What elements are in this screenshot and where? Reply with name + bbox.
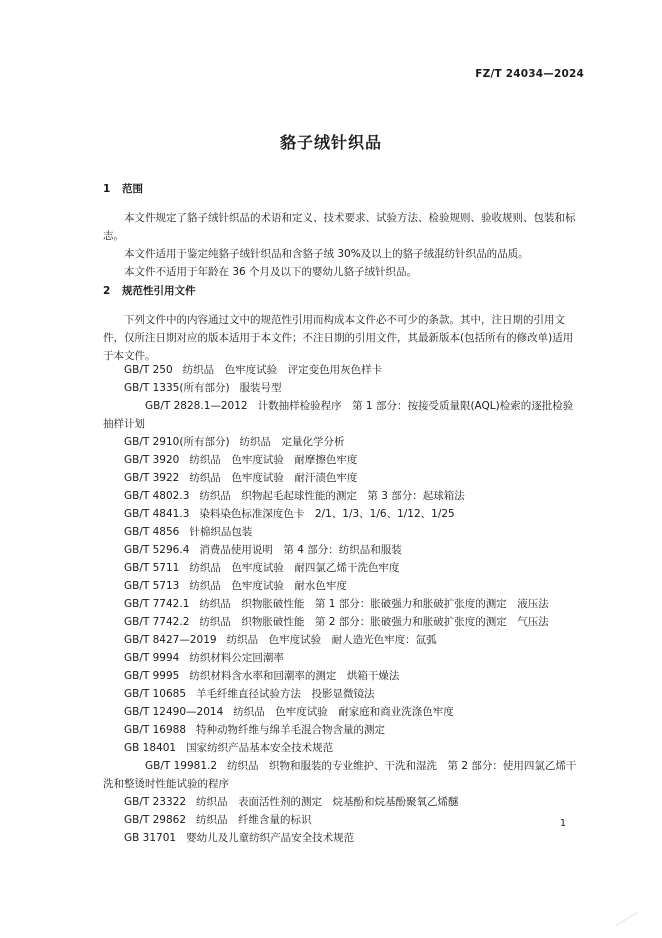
reference-title: 纺织品 织物胀破性能 第 2 部分：胀破强力和胀破扩张度的测定 气压法 [199,616,549,628]
reference-title: 纺织品 纤维含量的标识 [196,814,312,826]
page-number: 1 [559,818,566,829]
reference-title: 纺织材料含水率和回潮率的测定 烘箱干燥法 [189,670,400,682]
section-2-intro [103,311,578,365]
reference-list [103,361,578,847]
reference-title: 婴幼儿及儿童纺织产品安全技术规范 [186,832,355,844]
reference-item [103,397,578,433]
reference-code: GB/T 5711 [124,562,180,574]
reference-item [103,613,578,631]
reference-item [103,559,578,577]
reference-title: 纺织品 色牢度试验 耐家庭和商业洗涤色牢度 [233,706,454,718]
page-corner-mark [616,911,646,937]
reference-title: 纺织品 色牢度试验 耐汗渍色牢度 [189,472,358,484]
reference-item [103,631,578,649]
reference-item [103,487,578,505]
reference-item [103,649,578,667]
reference-code: GB/T 3920 [124,454,180,466]
reference-code: GB/T 12490—2014 [124,706,224,718]
reference-title: 服装号型 [239,382,282,394]
reference-item [103,667,578,685]
reference-item [103,451,578,469]
reference-title: 纺织品 织物和服装的专业维护、干洗和湿洗 第 2 部分：使用四氯乙烯干洗和整烫时性能试验的程序 [103,760,577,790]
reference-item [103,541,578,559]
reference-code: GB/T 5713 [124,580,180,592]
reference-code: GB/T 8427—2019 [124,634,217,646]
standard-code: FZ/T 24034—2024 [475,68,584,80]
section-1-paragraph: 本文件适用于鉴定纯貉子绒针织品和含貉子绒 30%及以上的貉子绒混纺针织品的品质。 [124,248,529,260]
section-1-paragraph: 本文件规定了貉子绒针织品的术语和定义、技术要求、试验方法、检验规则、验收规则、包装和标志。 [103,212,576,242]
reference-item [103,595,578,613]
reference-item [103,721,578,739]
reference-code: GB/T 19981.2 [145,760,218,772]
reference-code: GB 31701 [124,832,177,844]
reference-item [103,757,578,793]
reference-item [103,523,578,541]
reference-code: GB/T 29862 [124,814,187,826]
reference-title: 纺织品 表面活性剂的测定 烷基酚和烷基酚聚氧乙烯醚 [196,796,459,808]
reference-code: GB/T 250 [124,364,173,376]
section-1-title: 范围 [122,183,143,195]
reference-code: GB/T 4856 [124,526,180,538]
reference-title: 纺织品 色牢度试验 耐水色牢度 [189,580,347,592]
section-2-heading [103,283,196,298]
reference-title: 国家纺织产品基本安全技术规范 [186,742,334,754]
reference-title: 纺织品 色牢度试验 耐摩擦色牢度 [189,454,358,466]
reference-code: GB/T 5296.4 [124,544,190,556]
reference-item [103,703,578,721]
reference-item [103,577,578,595]
reference-code: GB/T 9994 [124,652,180,664]
reference-title: 羊毛纤维直径试验方法 投影显微镜法 [196,688,375,700]
reference-title: 纺织品 织物胀破性能 第 1 部分：胀破强力和胀破扩张度的测定 液压法 [199,598,549,610]
reference-code: GB/T 4802.3 [124,490,190,502]
reference-title: 针棉织品包装 [189,526,253,538]
section-1-heading [103,181,143,196]
reference-code: GB/T 4841.3 [124,508,190,520]
reference-title: 纺织品 色牢度试验 评定变色用灰色样卡 [182,364,383,376]
reference-item [103,739,578,757]
reference-code: GB/T 10685 [124,688,187,700]
reference-item [103,379,578,397]
reference-title: 纺织品 色牢度试验 耐人造光色牢度：氙弧 [226,634,437,646]
reference-code: GB/T 9995 [124,670,180,682]
reference-item [103,685,578,703]
reference-item [103,433,578,451]
reference-code: GB/T 7742.2 [124,616,190,628]
reference-code: GB/T 23322 [124,796,187,808]
section-1-paragraph: 本文件不适用于年龄在 36 个月及以下的婴幼儿貉子绒针织品。 [124,266,418,278]
reference-item [103,793,578,811]
section-2-title: 规范性引用文件 [122,285,196,297]
reference-title: 纺织材料公定回潮率 [189,652,284,664]
section-1-body [103,209,578,281]
reference-title: 染料染色标准深度色卡 2/1、1/3、1/6、1/12、1/25 [199,508,455,520]
reference-code: GB/T 16988 [124,724,187,736]
reference-title: 计数抽样检验程序 第 1 部分：按接受质量限(AQL)检索的逐批检验抽样计划 [103,400,574,430]
reference-item [103,469,578,487]
reference-code: GB/T 1335(所有部分) [124,382,230,394]
document-title: 貉子绒针织品 [279,133,382,152]
section-1-number: 1 [103,183,111,195]
reference-title: 纺织品 定量化学分析 [239,436,345,448]
reference-title: 特种动物纤维与绵羊毛混合物含量的测定 [196,724,386,736]
reference-item [103,505,578,523]
reference-title: 纺织品 色牢度试验 耐四氯乙烯干洗色牢度 [189,562,400,574]
reference-item [103,361,578,379]
reference-code: GB/T 2828.1—2012 [145,400,248,412]
reference-code: GB/T 7742.1 [124,598,190,610]
reference-title: 消费品使用说明 第 4 部分：纺织品和服装 [199,544,402,556]
reference-item [103,811,578,829]
reference-title: 纺织品 织物起毛起球性能的测定 第 3 部分：起球箱法 [199,490,465,502]
reference-code: GB/T 3922 [124,472,180,484]
section-2-intro-text: 下列文件中的内容通过文中的规范性引用而构成本文件必不可少的条款。其中，注日期的引用文件，仅所注日期对应的版本适用于本文件；不注日期的引用文件，其最新版本(包括所有的修改单)适用于本文件。 [103,314,574,362]
section-2-number: 2 [103,285,111,297]
reference-code: GB 18401 [124,742,177,754]
reference-code: GB/T 2910(所有部分) [124,436,230,448]
reference-item [103,829,578,847]
